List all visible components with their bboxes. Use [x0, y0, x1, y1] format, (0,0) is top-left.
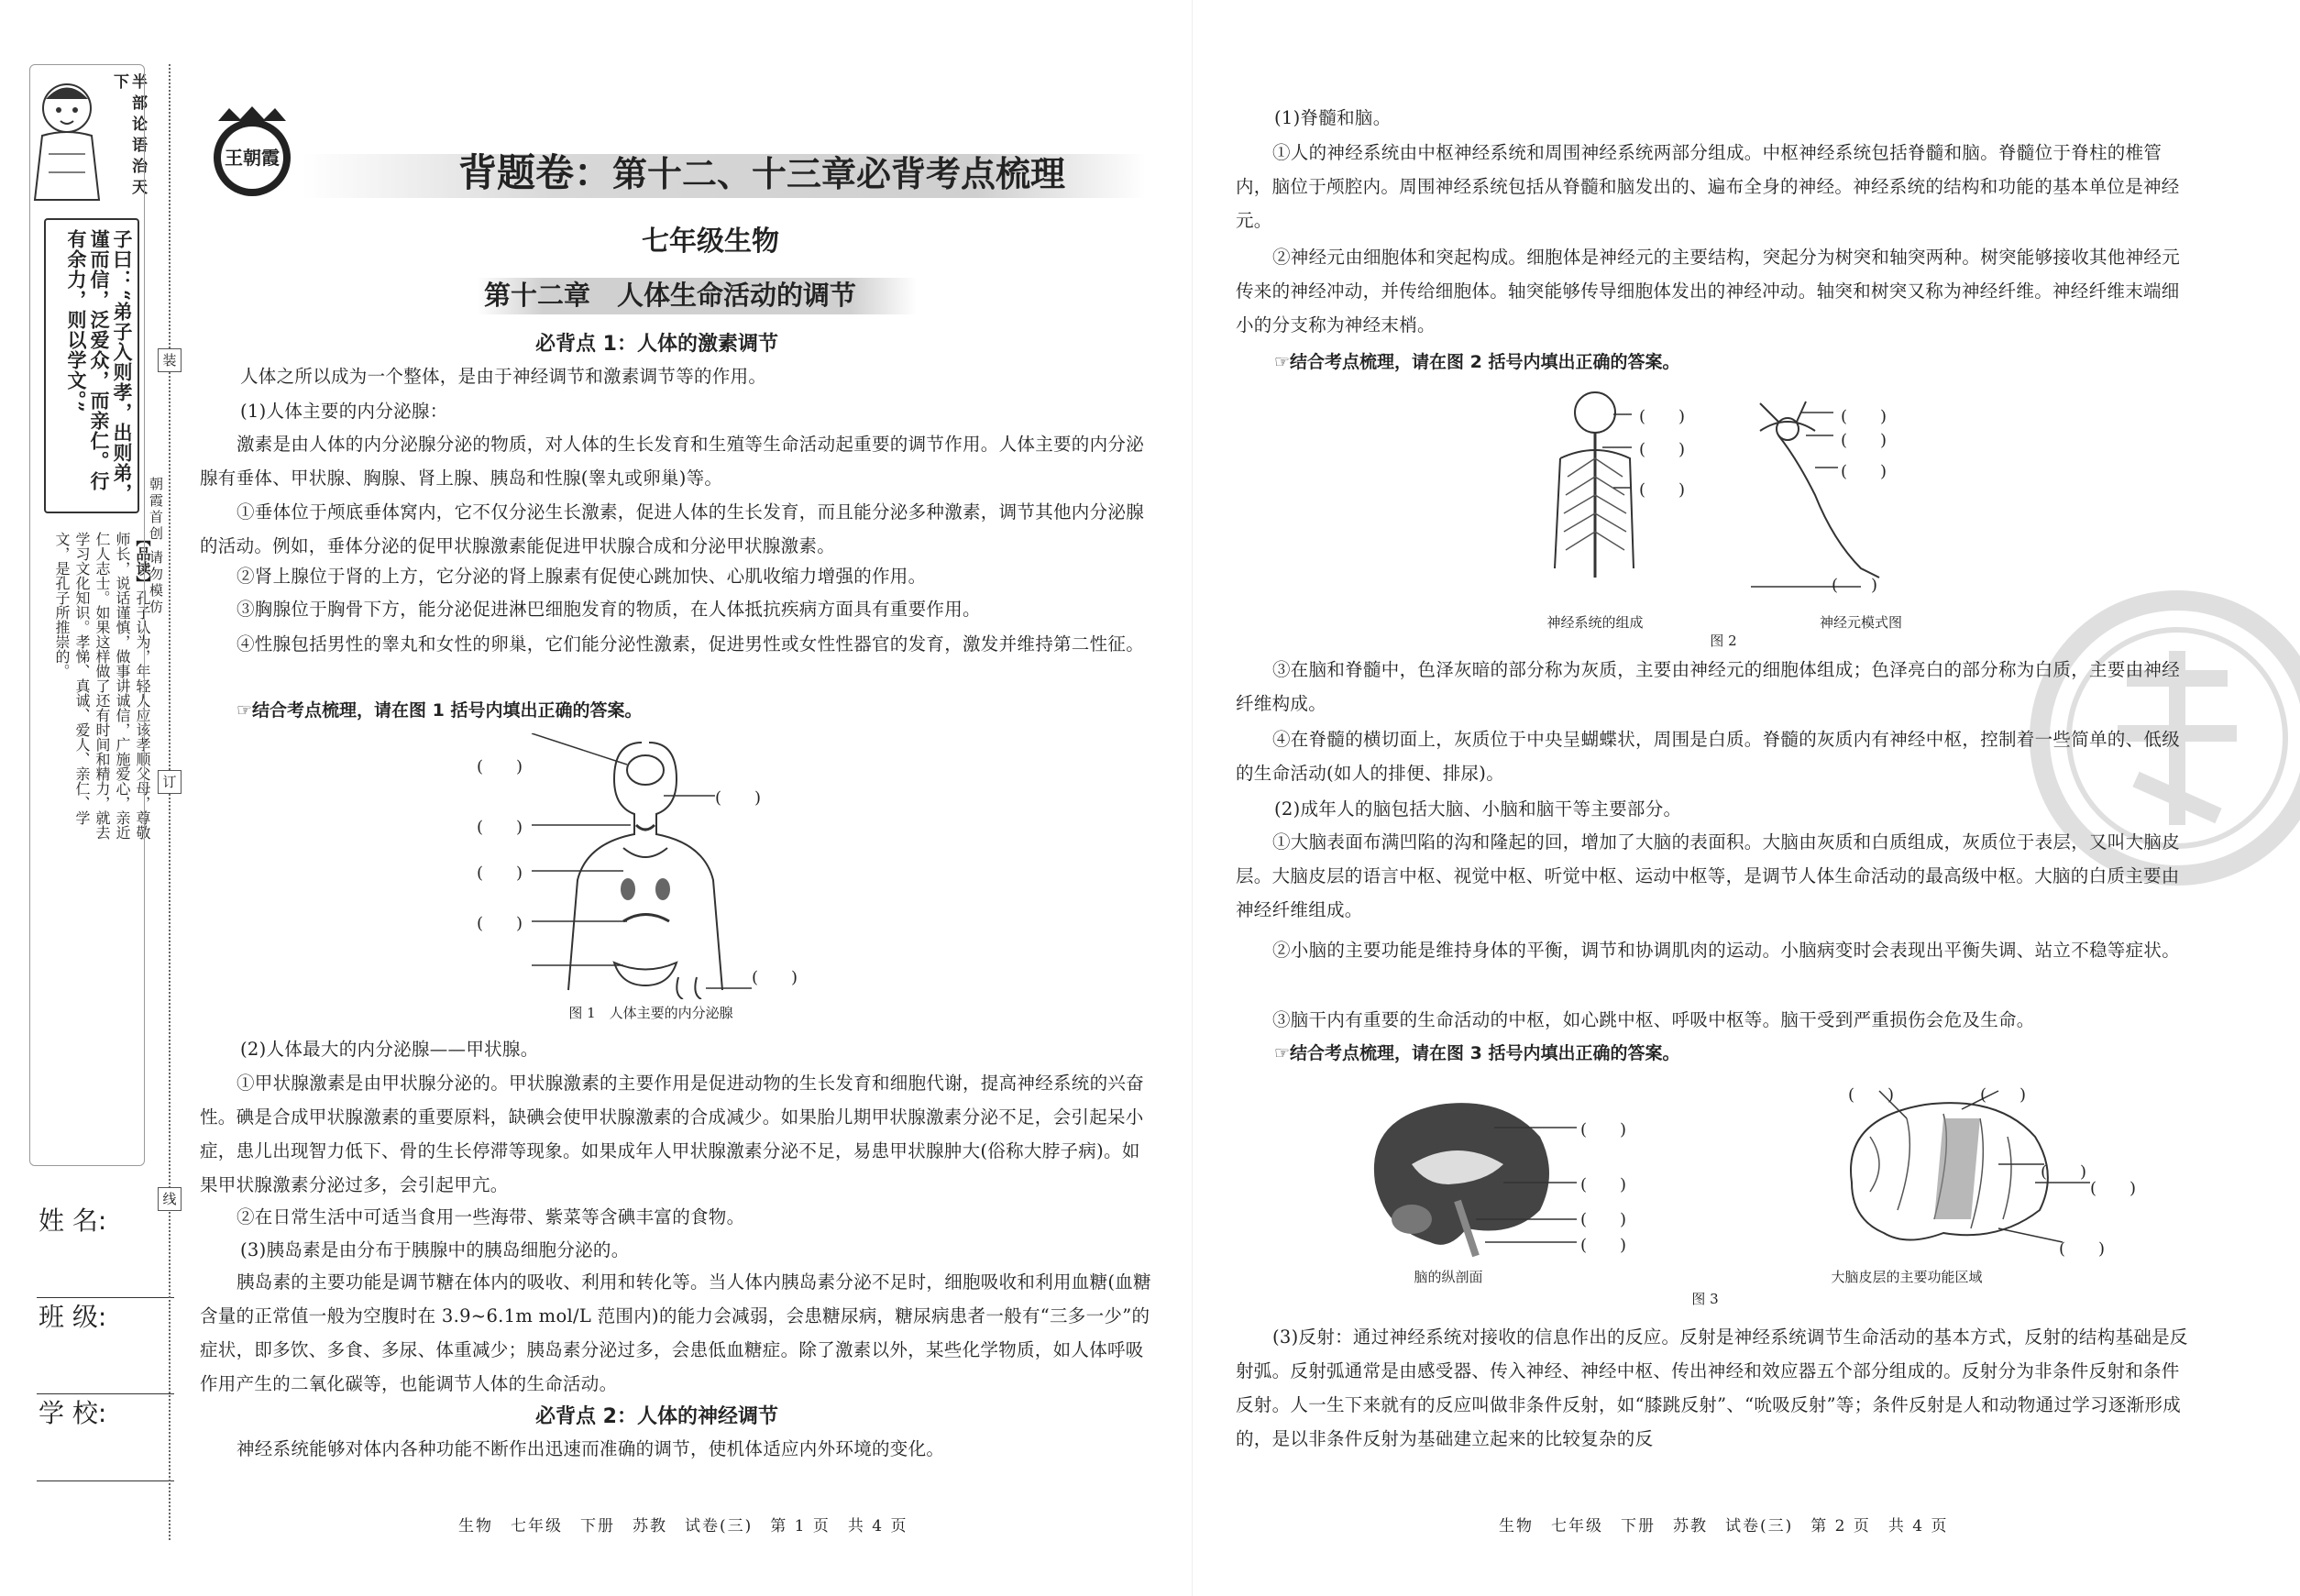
- page-title: [458, 149, 1065, 198]
- commentary-text: 孔子认为，年轻人应该孝顺父母，尊敬师长，说话谨慎，做事讲诚信，广施爱心，亲近仁人志士。如果这样做了还有时间和精力，就去学习文化知识。孝悌、真诚、爱人、亲仁、学文，是孔子所推崇的。: [53, 532, 151, 840]
- pointing-hand-icon: ☞: [1274, 1043, 1291, 1063]
- figure-1-endocrine: [477, 733, 825, 999]
- fig1-blank-5: ( ): [477, 914, 523, 933]
- p-seafood: ②在日常生活中可适当食用一些海带、紫菜等含碘丰富的食物。: [237, 1206, 745, 1227]
- p-2-2: (2)成年人的脑包括大脑、小脑和脑干等主要部分。: [1274, 798, 1682, 820]
- seal-mark-zhuang: 装: [158, 348, 182, 372]
- fig2-prompt: ☞结合考点梳理，请在图 2 括号内填出正确的答案。: [1274, 352, 1680, 372]
- title-bold: 背题卷：: [458, 150, 613, 195]
- p-gonad: ④性腺包括男性的睾丸和女性的卵巢，它们能分泌性激素，促进男性或女性性器官的发育，激发并维持第二性征。: [237, 633, 1145, 655]
- fig1-prompt: ☞结合考点梳理，请在图 1 括号内填出正确的答案。: [237, 700, 643, 721]
- fig2-blank-3: ( ): [1639, 480, 1686, 500]
- fig3-blank-7: ( ): [2041, 1162, 2087, 1182]
- fig2-caption: 图 2: [1710, 633, 1737, 649]
- fig1-caption: 图 1 人体主要的内分泌腺: [568, 1005, 733, 1021]
- p-2-1: (1)脊髓和脑。: [1274, 107, 1392, 128]
- fig2-right-caption: 神经元模式图: [1819, 614, 1902, 631]
- name-label: 姓 名:: [39, 1205, 107, 1236]
- fig2-left-caption: 神经系统的组成: [1546, 614, 1644, 631]
- fig3-right-caption: 大脑皮层的主要功能区域: [1831, 1269, 1983, 1285]
- fig1-blank-3: ( ): [477, 818, 523, 837]
- point2-heading: 必背点 2：人体的神经调节: [535, 1405, 778, 1428]
- commentary-label: 【品读】: [134, 532, 151, 590]
- fig3-blank-3: ( ): [1580, 1210, 1627, 1229]
- p-brainstem: ③脑干内有重要的生命活动的中枢，如心跳中枢、呼吸中枢等。脑干受到严重损伤会危及生命。: [1272, 1009, 2035, 1030]
- quote-text: 子曰：“弟子入则孝，出则弟，谨而信，泛爱众，而亲仁。行有余力，则以学文。”: [65, 229, 134, 504]
- p-gray: ③在脑和脊髓中，色泽灰暗的部分称为灰质，主要由神经元的细胞体组成；色泽亮白的部分称为白质，主要由神经纤维构成。: [1236, 659, 2181, 714]
- p-nervous: 神经系统能够对体内各种功能不断作出迅速而准确的调节，使机体适应内外环境的变化。: [237, 1438, 945, 1459]
- fig1-blank-6: ( ): [752, 968, 798, 987]
- fig2-blank-2: ( ): [1639, 440, 1686, 459]
- fig1-blank-2: ( ): [715, 788, 762, 808]
- p-reflex: (3)反射：通过神经系统对接收的信息作出的反应。反射是神经系统调节生命活动的基本方式，反射的结构基础是反射弧。反射弧通常是由感受器、传入神经、神经中枢、传出神经和效应器五个部分组成的。反射分为非条件反射和条件反射。人一生下来就有的反应叫做非条件反射，如“膝跳反射”、“吮吸反射”等；条件反射是人和动物通过学习逐渐形成的，是以非条件反射为基础建立起来的比较复杂的反: [1236, 1326, 2188, 1449]
- series-label: 半部论语治天下: [110, 73, 147, 200]
- school-label: 学 校:: [39, 1398, 107, 1428]
- p-cerebellum: ②小脑的主要功能是维持身体的平衡，调节和协调肌肉的运动。小脑病变时会表现出平衡失调、站立不稳等症状。: [1272, 940, 2181, 961]
- p-1-2: (2)人体最大的内分泌腺——甲状腺。: [240, 1039, 539, 1060]
- fig3-left-caption: 脑的纵剖面: [1414, 1269, 1483, 1285]
- p-1-1: (1)人体主要的内分泌腺：: [240, 401, 448, 422]
- fig2-blank-5: ( ): [1841, 431, 1887, 450]
- point1-heading: 必背点 1：人体的激素调节: [535, 333, 778, 356]
- p-intro: 人体之所以成为一个整体，是由于神经调节和激素调节等的作用。: [240, 366, 767, 387]
- fig2-blank-6: ( ): [1841, 462, 1887, 481]
- p-spinal: ④在脊髓的横切面上，灰质位于中央呈蝴蝶状，周围是白质。脊髓的灰质内有神经中枢，控制着一些简单的、低级的生命活动(如人的排便、排尿)。: [1236, 729, 2181, 784]
- fig1-blank-1: ( ): [477, 757, 523, 776]
- sidebar-panel-border: [29, 64, 145, 1166]
- p-adrenal: ②肾上腺位于肾的上方，它分泌的肾上腺素有促使心跳加快、心肌收缩力增强的作用。: [237, 566, 927, 587]
- fig2-blank-4: ( ): [1841, 407, 1887, 426]
- p-insulin: 胰岛素的主要功能是调节糖在体内的吸收、利用和转化等。当人体内胰岛素分泌不足时，细胞吸收和利用血糖(血糖含量的正常值一般为空腹时在 3.9~6.1m mol/L 范围内)的能力会减弱，会患糖尿病，糖尿病患者一般有“三多一少”的症状，即多饮、多食、多尿、体重减少；胰岛素分泌过多，会患低血糖症。除了激素以外，某些化学物质，如人体呼吸作用产生的二氧化碳等，也能调节人体的生命活动。: [200, 1271, 1151, 1394]
- p-ns-parts: ①人的神经系统由中枢神经系统和周围神经系统两部分组成。中枢神经系统包括脊髓和脑。脊髓位于脊柱的椎管内，脑位于颅腔内。周围神经系统包括从脊髓和脑发出的、遍布全身的神经。神经系统的结构和功能的基本单位是神经元。: [1236, 142, 2180, 231]
- figure-3-brain: [1357, 1082, 2182, 1283]
- pointing-hand-icon: ☞: [1274, 352, 1291, 372]
- footer-right: 生物 七年级 下册 苏教 试卷(三) 第 2 页 共 4 页: [1499, 1517, 1949, 1535]
- pointing-hand-icon: ☞: [237, 700, 253, 721]
- p-pituitary: ①垂体位于颅底垂体窝内，它不仅分泌生长激素，促进人体的生长发育，而且能分泌多种激素，调节其他内分泌腺的活动。例如，垂体分泌的促甲状腺激素能促进甲状腺合成和分泌甲状腺激素。: [200, 501, 1145, 556]
- fig3-blank-6: ( ): [1980, 1085, 2027, 1105]
- logo: [202, 103, 303, 204]
- fig3-blank-9: ( ): [2059, 1239, 2106, 1259]
- p-cerebrum: ①大脑表面布满凹陷的沟和隆起的回，增加了大脑的表面积。大脑由灰质和白质组成，灰质位于表层，又叫大脑皮层。大脑皮层的语言中枢、视觉中枢、听觉中枢、运动中枢等，是调节人体生命活动的最高级中枢。大脑的白质主要由神经纤维组成。: [1236, 831, 2181, 920]
- notice-text: 朝霞首创 请勿模仿: [148, 477, 164, 616]
- p-hormone: 激素是由人体的内分泌腺分泌的物质，对人体的生长发育和生殖等生命活动起重要的调节作用。人体主要的内分泌腺有垂体、甲状腺、胸腺、肾上腺、胰岛和性腺(睾丸或卵巢)等。: [200, 434, 1145, 489]
- fig3-blank-1: ( ): [1580, 1120, 1627, 1139]
- p-thymus: ③胸腺位于胸骨下方，能分泌促进淋巴细胞发育的物质，在人体抵抗疾病方面具有重要作用。: [237, 599, 981, 620]
- logo-text: 王朝霞: [225, 147, 280, 169]
- seal-mark-ding: 订: [158, 770, 182, 794]
- subtitle: 七年级生物: [642, 226, 779, 258]
- p-1-3: (3)胰岛素是由分布于胰腺中的胰岛细胞分泌的。: [240, 1239, 630, 1260]
- fig2-blank-7: ( ): [1832, 576, 1878, 595]
- fig2-blank-1: ( ): [1639, 407, 1686, 426]
- fig3-blank-5: ( ): [1848, 1085, 1895, 1105]
- fig3-blank-4: ( ): [1580, 1236, 1627, 1255]
- fig3-blank-2: ( ): [1580, 1175, 1627, 1194]
- fig3-caption: 图 3: [1691, 1291, 1719, 1307]
- chapter-title: 第十二章 人体生命活动的调节: [484, 280, 857, 311]
- title-rest: 第十二、十三章必背考点梳理: [612, 154, 1066, 194]
- school-line: [37, 1480, 174, 1481]
- fig1-blank-4: ( ): [477, 864, 523, 883]
- fig3-prompt: ☞结合考点梳理，请在图 3 括号内填出正确的答案。: [1274, 1043, 1680, 1063]
- seal-mark-xian: 线: [158, 1187, 182, 1211]
- footer-left: 生物 七年级 下册 苏教 试卷(三) 第 1 页 共 4 页: [458, 1517, 908, 1535]
- p-neuron: ②神经元由细胞体和突起构成。细胞体是神经元的主要结构，突起分为树突和轴突两种。树突能够接收其他神经元传来的神经冲动，并传给细胞体。轴突能够传导细胞体发出的神经冲动。轴突和树突又称为神经纤维。神经纤维末端细小的分支称为神经末梢。: [1236, 247, 2181, 336]
- class-label: 班 级:: [39, 1302, 107, 1332]
- watermark-seal-icon: [2026, 587, 2300, 889]
- p-thyroid: ①甲状腺激素是由甲状腺分泌的。甲状腺激素的主要作用是促进动物的生长发育和细胞代谢，提高神经系统的兴奋性。碘是合成甲状腺激素的重要原料，缺碘会使甲状腺激素的合成减少。如果胎儿期甲状腺激素分泌不足，会引起呆小症，患儿出现智力低下、骨的生长停滞等现象。如果成年人甲状腺激素分泌不足，易患甲状腺肿大(俗称大脖子病)。如果甲状腺激素分泌过多，会引起甲亢。: [200, 1073, 1145, 1195]
- binding-line: [169, 64, 171, 1540]
- page-divider: [1192, 0, 1193, 1596]
- fig3-blank-8: ( ): [2090, 1179, 2137, 1198]
